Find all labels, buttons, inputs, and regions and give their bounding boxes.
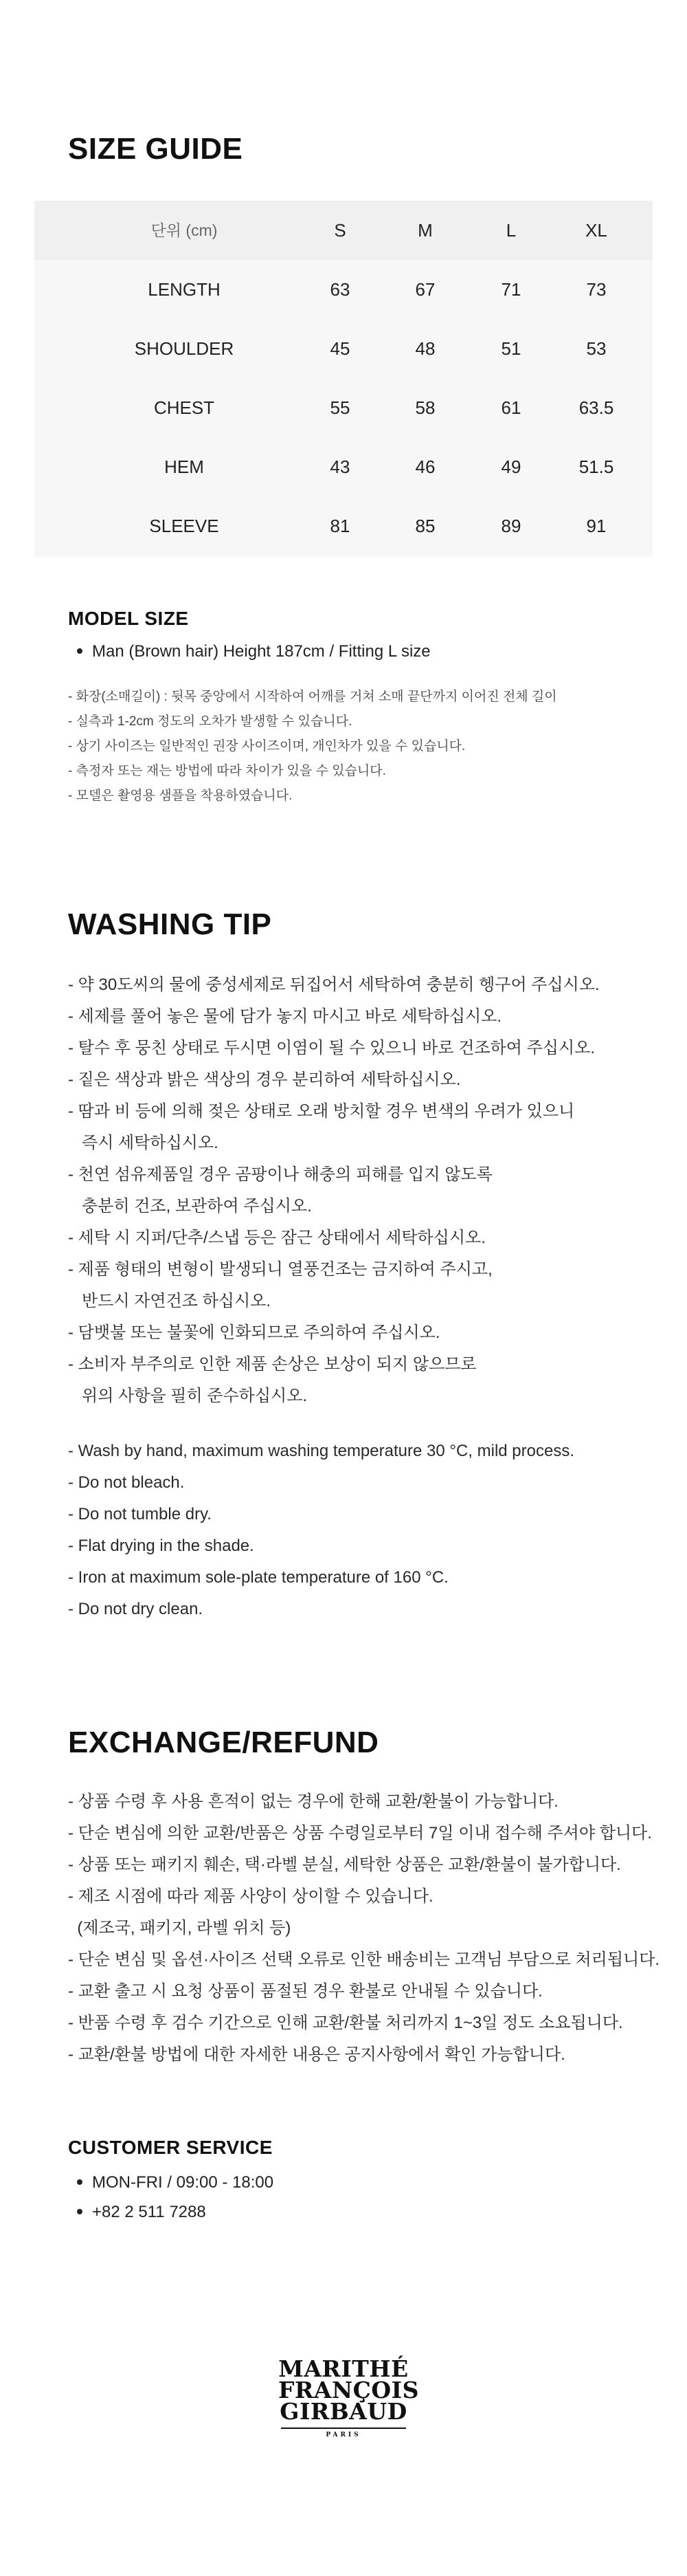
list-item: - Do not bleach. xyxy=(68,1473,185,1492)
list-item: - 상기 사이즈는 일반적인 권장 사이즈이며, 개인차가 있을 수 있습니다. xyxy=(68,739,466,753)
list-item: - 세제를 풀어 놓은 물에 담가 놓지 마시고 바로 세탁하십시오. xyxy=(68,1007,502,1026)
list-item: - 반품 수령 후 검수 기간으로 인해 교환/환불 처리까지 1~3일 정도 소요됩니다. xyxy=(68,2014,623,2032)
list-item: - 단순 변심 및 옵션·사이즈 선택 오류로 인한 배송비는 고객님 부담으로 처리됩니다. xyxy=(68,1950,660,1969)
model-notes xyxy=(68,685,557,808)
cell-value: 89 xyxy=(501,516,521,536)
list-item: - 천연 섬유제품일 경우 곰팡이나 해충의 피해를 입지 않도록 xyxy=(68,1165,493,1184)
cell-value: 45 xyxy=(330,338,350,359)
list-item: - 짙은 색상과 밝은 색상의 경우 분리하여 세탁하십시오. xyxy=(68,1070,461,1089)
list-item: - 약 30도씨의 물에 중성세제로 뒤집어서 세탁하여 충분히 헹구어 주십시오. xyxy=(68,976,600,994)
logo-divider xyxy=(281,2428,406,2429)
list-item: - 교환 출고 시 요청 상품이 품절된 경우 환불로 안내될 수 있습니다. xyxy=(68,1982,543,2001)
list-item: - 교환/환불 방법에 대한 자세한 내용은 공지사항에서 확인 가능합니다. xyxy=(68,2045,565,2064)
table-row xyxy=(34,319,653,378)
logo-line-2: FRANÇOIS xyxy=(278,2377,419,2403)
list-item: - Do not tumble dry. xyxy=(68,1505,212,1523)
list-item: (제조국, 패키지, 라벨 위치 등) xyxy=(68,1919,291,1937)
list-item: - 땀과 비 등에 의해 젖은 상태로 오래 방치할 경우 변색의 우려가 있으니 xyxy=(68,1102,575,1121)
logo-line-1: MARITHÉ xyxy=(278,2355,409,2382)
list-item: - 제품 형태의 변형이 발생되니 열풍건조는 금지하여 주시고, xyxy=(68,1260,493,1279)
cell-value: 51 xyxy=(501,338,521,359)
list-item: - 단순 변심에 의한 교환/반품은 상품 수령일로부터 7일 이내 접수해 주셔야 합니다. xyxy=(68,1824,652,1842)
cell-value: 71 xyxy=(501,279,521,300)
cell-value: 81 xyxy=(330,516,350,536)
list-item: - 상품 또는 패키지 훼손, 택·라벨 분실, 세탁한 상품은 교환/환불이 불가합니다. xyxy=(68,1856,621,1874)
logo-city: PARIS xyxy=(326,2432,361,2439)
bullet-dot xyxy=(77,2179,82,2185)
row-label: SLEEVE xyxy=(149,516,219,536)
cell-value: 43 xyxy=(330,456,350,477)
size-header-m: M xyxy=(418,220,433,241)
cell-value: 61 xyxy=(501,397,521,418)
exchange-refund-title: EXCHANGE/REFUND xyxy=(68,1726,379,1759)
service-phone xyxy=(68,2203,206,2222)
table-row xyxy=(34,260,653,319)
exchange-refund-list xyxy=(68,1786,660,2071)
list-item: - Flat drying in the shade. xyxy=(68,1537,254,1555)
bullet-dot xyxy=(77,2209,82,2214)
list-item: - 소비자 부주의로 인한 제품 손상은 보상이 되지 않으므로 xyxy=(68,1355,477,1374)
list-item: 반드시 자연건조 하십시오. xyxy=(68,1292,271,1310)
row-label: SHOULDER xyxy=(134,338,234,359)
bullet-dot xyxy=(77,648,82,654)
size-table-header xyxy=(34,201,653,260)
list-item: - 실측과 1-2cm 정도의 오차가 발생할 수 있습니다. xyxy=(68,714,352,729)
row-label: LENGTH xyxy=(148,279,221,300)
model-size-title: MODEL SIZE xyxy=(68,608,189,629)
size-header-l: L xyxy=(506,220,517,241)
list-item: - Iron at maximum sole-plate temperature of 160 °C. xyxy=(68,1568,449,1587)
list-item: 충분히 건조, 보관하여 주십시오. xyxy=(68,1197,312,1215)
row-label: HEM xyxy=(164,456,204,477)
washing-tip-title: WASHING TIP xyxy=(68,907,272,941)
list-item: - 담뱃불 또는 불꽃에 인화되므로 주의하여 주십시오. xyxy=(68,1323,440,1342)
service-hours xyxy=(68,2173,273,2192)
cell-value: 63 xyxy=(330,279,350,300)
list-item: - 모델은 촬영용 샘플을 착용하였습니다. xyxy=(68,789,293,803)
cell-value: 46 xyxy=(415,456,436,477)
cell-value: 73 xyxy=(586,279,607,300)
service-hours-text: MON-FRI / 09:00 - 18:00 xyxy=(92,2173,274,2192)
list-item: 즉시 세탁하십시오. xyxy=(68,1134,218,1152)
cell-value: 63.5 xyxy=(578,397,614,418)
list-item: - 상품 수령 후 사용 흔적이 없는 경우에 한해 교환/환불이 가능합니다. xyxy=(68,1792,559,1811)
model-info xyxy=(68,642,431,661)
customer-service-title: CUSTOMER SERVICE xyxy=(68,2137,273,2158)
list-item: - 측정자 또는 재는 방법에 따라 차이가 있을 수 있습니다. xyxy=(68,764,386,778)
cell-value: 55 xyxy=(330,397,350,418)
list-item: - Wash by hand, maximum washing temperature 30 °C, mild process. xyxy=(68,1442,574,1460)
cell-value: 48 xyxy=(415,338,436,359)
washing-tip-english-list xyxy=(68,1435,574,1625)
size-header-s: S xyxy=(334,220,346,241)
row-label: CHEST xyxy=(153,397,215,418)
table-row xyxy=(34,496,653,555)
table-row xyxy=(34,437,653,496)
brand-logo xyxy=(278,2355,419,2439)
list-item: 위의 사항을 필히 준수하십시오. xyxy=(68,1387,308,1405)
cell-value: 53 xyxy=(586,338,607,359)
cell-value: 51.5 xyxy=(578,456,614,477)
list-item: - 탈수 후 뭉친 상태로 두시면 이염이 될 수 있으니 바로 건조하여 주십시오. xyxy=(68,1039,596,1057)
list-item: - 제조 시점에 따라 제품 사양이 상이할 수 있습니다. xyxy=(68,1887,433,1906)
list-item: - 화장(소매길이) : 뒷목 중앙에서 시작하여 어깨를 거쳐 소매 끝단까지 이어진 전체 길이 xyxy=(68,690,557,704)
cell-value: 67 xyxy=(415,279,436,300)
size-table xyxy=(34,201,653,557)
cell-value: 91 xyxy=(586,516,607,536)
service-phone-text: +82 2 511 7288 xyxy=(92,2203,206,2221)
table-row xyxy=(34,378,653,437)
list-item: - 세탁 시 지퍼/단추/스냅 등은 잠근 상태에서 세탁하십시오. xyxy=(68,1229,486,1247)
list-item: - Do not dry clean. xyxy=(68,1600,203,1618)
model-info-text: Man (Brown hair) Height 187cm / Fitting L size xyxy=(92,642,431,661)
washing-tip-list xyxy=(68,969,600,1412)
cell-value: 58 xyxy=(415,397,436,418)
unit-header: 단위 (cm) xyxy=(150,221,218,239)
logo-line-3: GIRBAUD xyxy=(280,2398,407,2425)
cell-value: 85 xyxy=(415,516,436,536)
size-guide-title: SIZE GUIDE xyxy=(68,132,243,166)
size-header-xl: XL xyxy=(585,220,607,241)
cell-value: 49 xyxy=(501,456,521,477)
